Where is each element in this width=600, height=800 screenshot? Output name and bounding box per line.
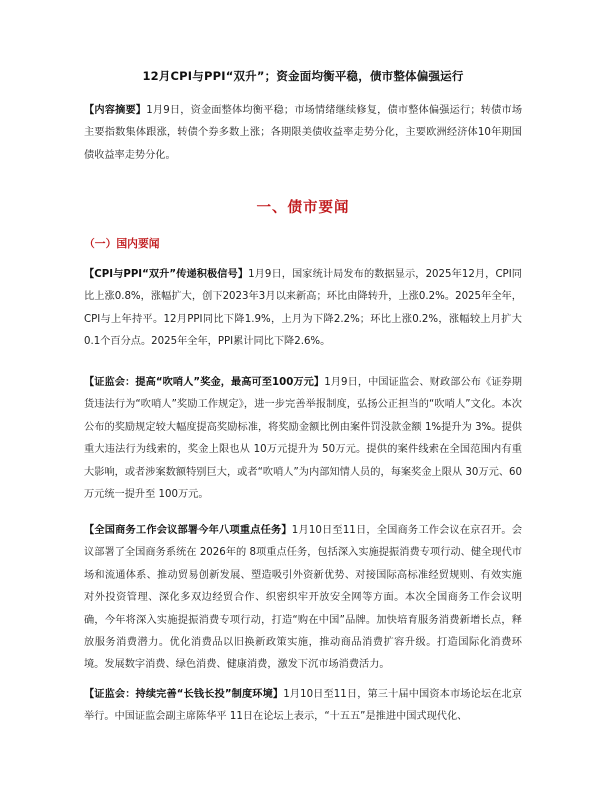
- abstract-label: 【内容摘要】: [84, 105, 147, 116]
- news-item-long-term-capital: [84, 684, 522, 729]
- news-headline: 【证监会：提高“吹哨人”奖金，最高可至100万元】: [84, 377, 325, 388]
- news-text: 1月10日至11日，全国商务工作会议在京召开。会议部署了全国商务系统在 2026年的 8项重点任务，包括深入实施提振消费专项行动、健全现代市场和流通体系、推动贸易创新发展、塑造吸引外资新优势、对接国际高标准经贸规则、有效实施对外投资管理、深化多双边经贸合作、织密织牢开放安全网等方面。本次全国商务工作会议明确，今年将深入实施提振消费专项行动，打造“购在中国”品牌。加快培育服务消费新增长点，释放服务消费潜力。优化消费品以旧换新政策实施，推动商品消费扩容升级。打造国际化消费环境。发展数字消费、绿色消费、健康消费，激发下沉市场消费活力。: [84, 525, 523, 671]
- document-title: 12月CPI与PPI“双升”；资金面均衡平稳，债市整体偏强运行: [142, 69, 464, 83]
- news-headline: 【CPI与PPI“双升”传递积极信号】: [84, 269, 249, 280]
- news-headline: 【全国商务工作会议部署今年八项重点任务】: [84, 525, 292, 536]
- news-item-cpi-ppi: [84, 264, 522, 354]
- news-text: 1月9日，中国证监会、财政部公布《证券期货违法行为“吹哨人”奖励工作规定》，进一步完善举报制度，弘扬公正担当的“吹哨人”文化。本次公布的奖励规定较大幅度提高奖励标准，将奖励金额比例由案件罚没款金额 1%提升为 3%。提供重大违法行为线索的，奖金上限也从 10万元提升为 50万元。提供的案件线索在全国范围内有重大影响，或者涉案数额特别巨大，或者“吹哨人”为内部知情人员的，每案奖金上限从 30万元、60万元统一提升至 100万元。: [84, 377, 522, 501]
- subsection-heading: （一）国内要闻: [84, 237, 160, 250]
- news-item-commerce-meeting: [84, 520, 522, 677]
- news-text: 1月9日，国家统计局发布的数据显示，2025年12月，CPI同比上涨0.8%，涨幅扩大，创下2023年3月以来新高；环比由降转升，上涨0.2%。2025年全年，CPI与上年持平。12月PPI同比下降1.9%，上月为下降2.2%；环比上涨0.2%，涨幅较上月扩大0.1个百分点。2025年全年，PPI累计同比下降2.6%。: [84, 269, 522, 348]
- news-headline: 【证监会：持续完善“长钱长投”制度环境】: [84, 689, 284, 700]
- abstract-text: 1月9日，资金面整体均衡平稳；市场情绪继续修复，债市整体偏强运行；转债市场主要指数集体跟涨，转债个券多数上涨；各期限美债收益率走势分化，主要欧洲经济体10年期国债收益率走势分化。: [84, 105, 523, 161]
- news-item-whistleblower: [84, 372, 522, 506]
- abstract-paragraph: [84, 100, 522, 167]
- section-heading: 一、债市要闻: [256, 200, 350, 216]
- news-text: 1月10日至11日，第三十届中国资本市场论坛在北京举行。中国证监会副主席陈华平 11日在论坛上表示，“十五五”是推进中国式现代化、: [84, 689, 523, 723]
